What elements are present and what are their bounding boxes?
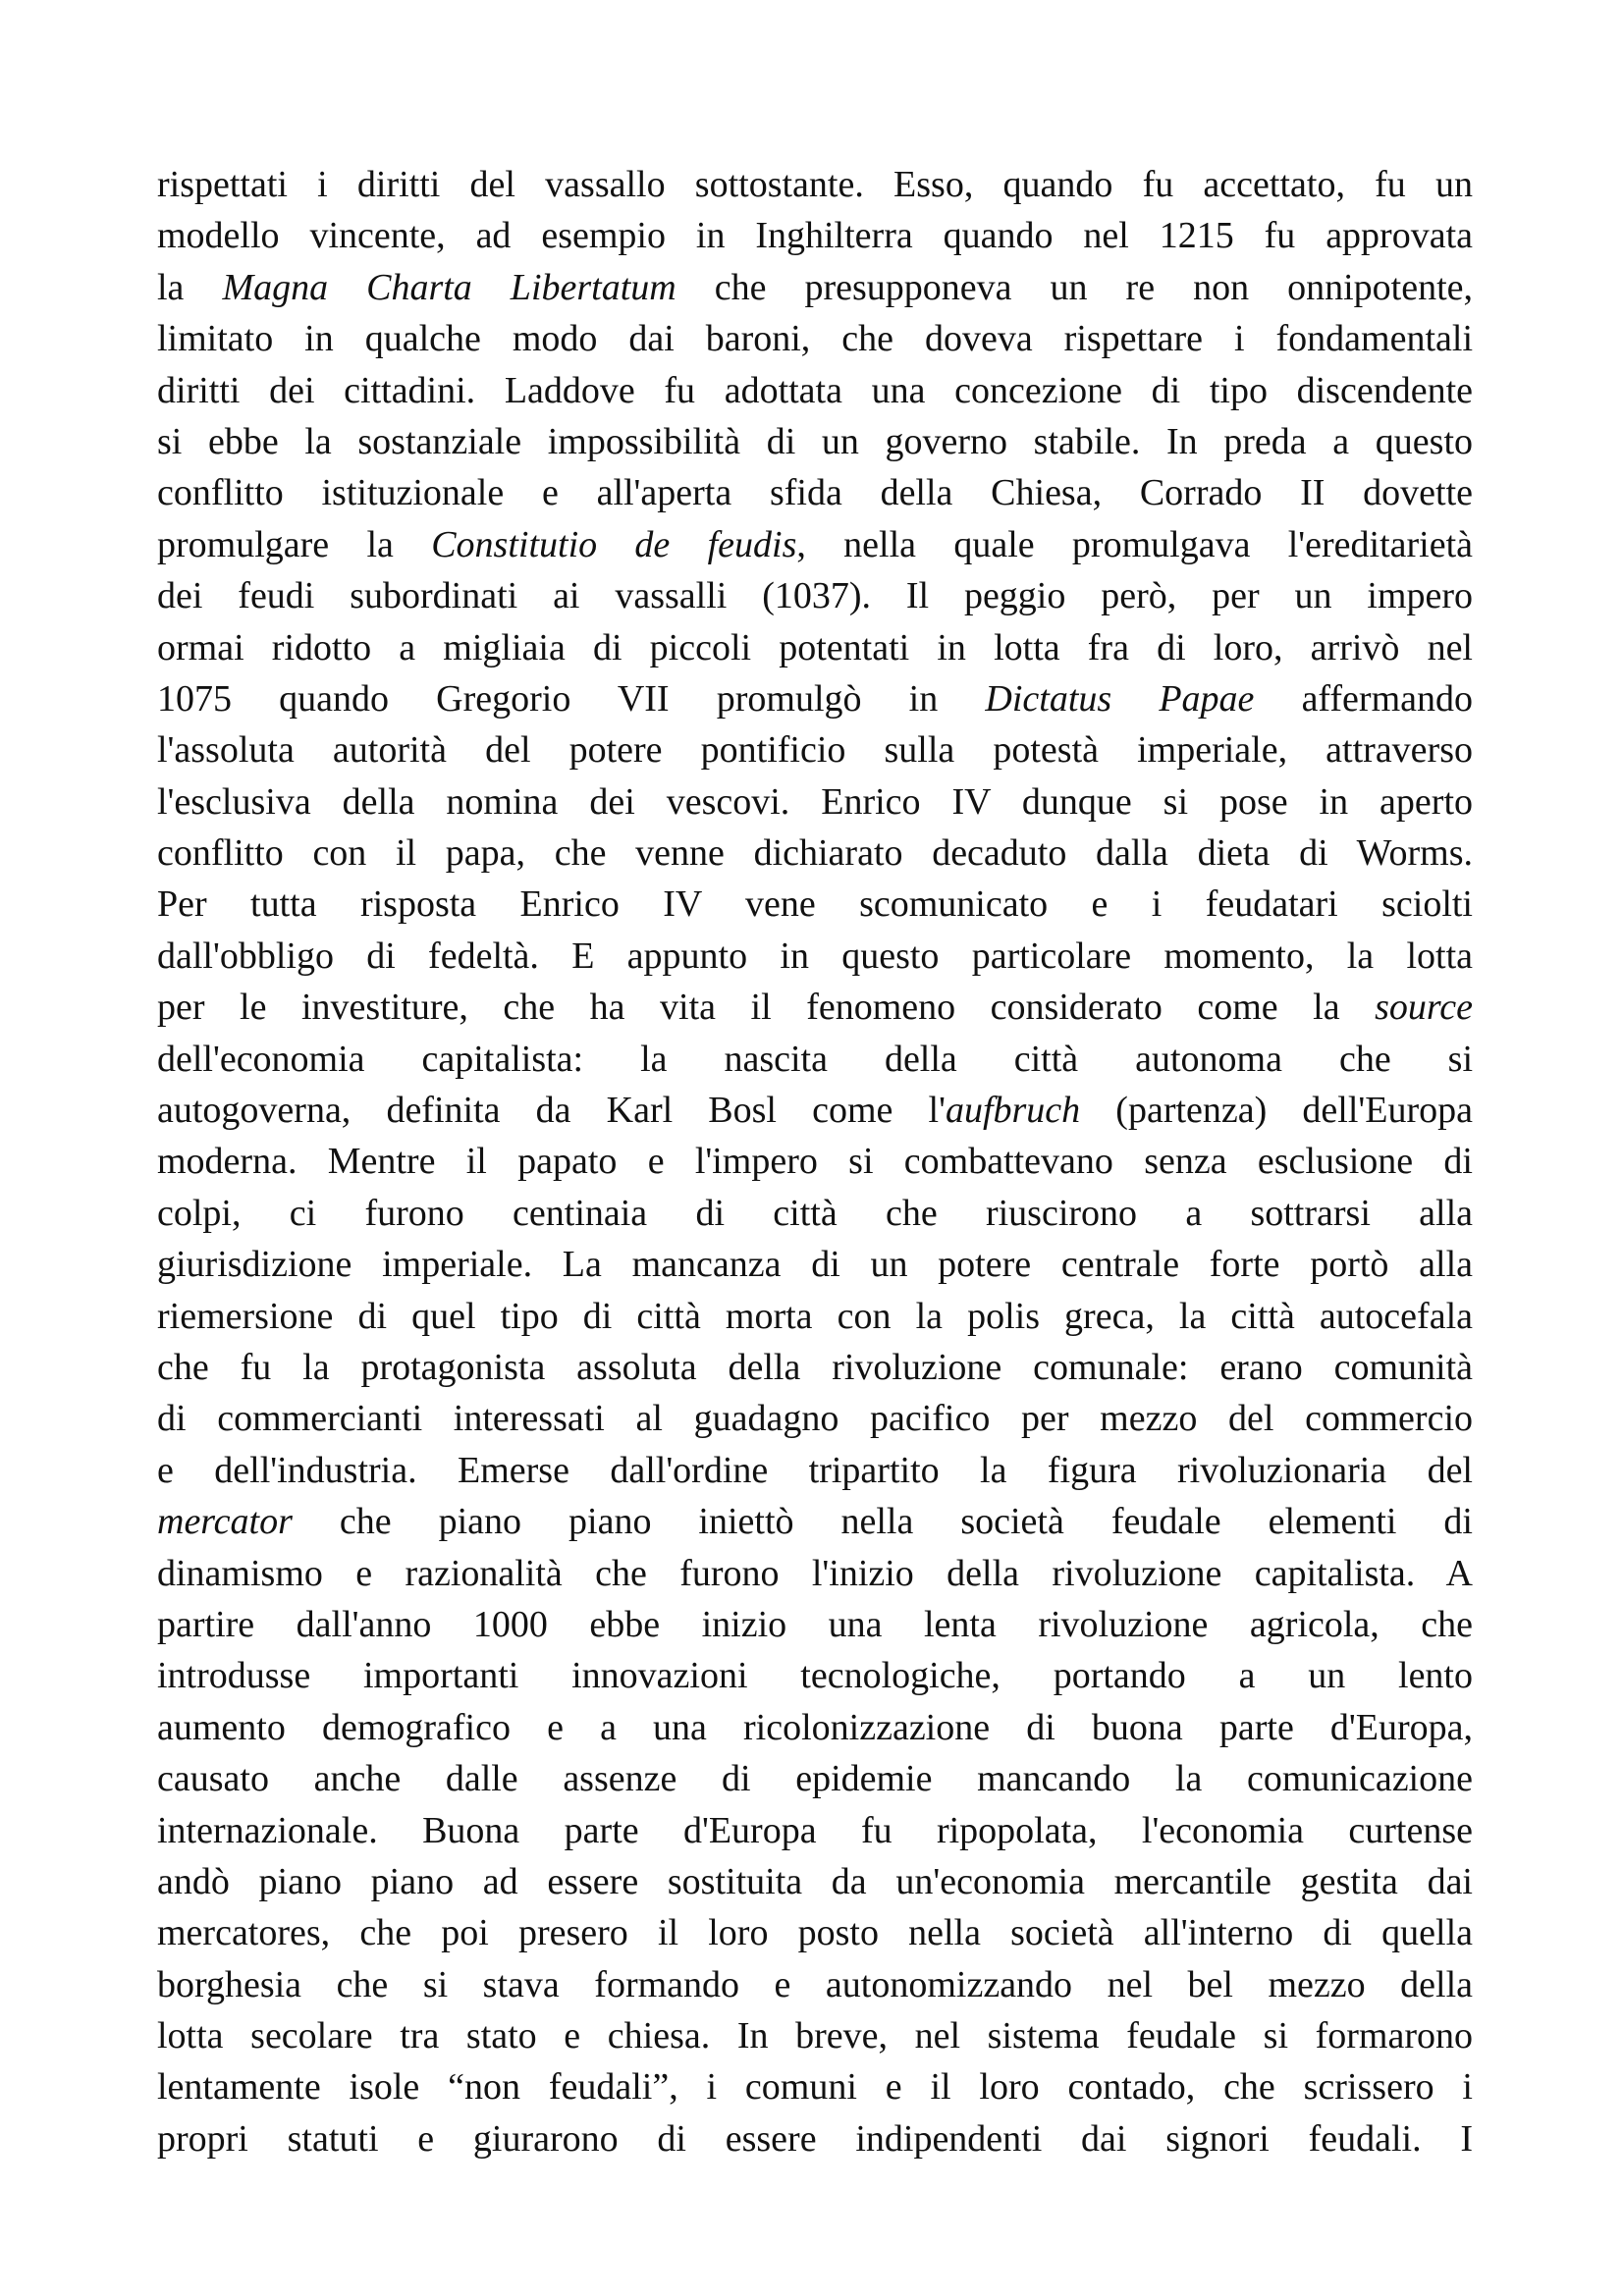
text-line <box>157 1753 1473 1804</box>
text-line <box>157 879 1473 930</box>
text-segment: ormai ridotto a migliaia di piccoli potentati in lotta fra di loro, arrivò nel <box>157 626 1473 668</box>
text-line <box>157 1702 1473 1753</box>
text-segment: dinamismo e razionalità che furono l'inizio della rivoluzione capitalista. A <box>157 1552 1473 1594</box>
text-line <box>157 1188 1473 1239</box>
body-text <box>157 159 1473 2164</box>
text-line <box>157 159 1473 210</box>
text-segment: l'esclusiva della nomina dei vescovi. Enrico IV dunque si pose in aperto <box>157 780 1473 823</box>
text-line <box>157 262 1473 313</box>
text-segment: borghesia che si stava formando e autonomizzando nel bel mezzo della <box>157 1963 1473 2005</box>
text-segment: introdusse importanti innovazioni tecnologiche, portando a un lento <box>157 1655 1473 1697</box>
text-segment: e dell'industria. Emerse dall'ordine tripartito la figura rivoluzionaria del <box>157 1449 1473 1491</box>
text-segment: l'assoluta autorità del potere pontificio sulla potestà imperiale, attraverso <box>157 729 1473 772</box>
text-line <box>157 931 1473 982</box>
text-segment: riemersione di quel tipo di città morta con la polis greca, la città autocefala <box>157 1295 1473 1337</box>
text-line <box>157 1599 1473 1650</box>
text-segment: che fu la protagonista assoluta della rivoluzione comunale: erano comunità <box>157 1346 1473 1388</box>
text-segment: moderna. Mentre il papato e l'impero si combattevano senza esclusione di <box>157 1141 1473 1183</box>
text-segment: andò piano piano ad essere sostituita da un'economia mercantile gestita dai <box>157 1860 1473 1902</box>
text-segment: propri statuti e giurarono di essere indipendenti dai signori feudali. I <box>157 2117 1473 2160</box>
text-segment: colpi, ci furono centinaia di città che riuscirono a sottrarsi alla <box>157 1192 1473 1234</box>
text-segment: modello vincente, ad esempio in Inghilterra quando nel 1215 fu approvata <box>157 215 1473 257</box>
text-segment: dall'obbligo di fedeltà. E appunto in questo particolare momento, la lotta <box>157 934 1473 977</box>
text-segment: aumento demografico e a una ricolonizzazione di buona parte d'Europa, <box>157 1706 1473 1748</box>
text-line <box>157 776 1473 828</box>
text-line <box>157 724 1473 775</box>
text-segment: di commercianti interessati al guadagno pacifico per mezzo del commercio <box>157 1398 1473 1440</box>
text-segment: si ebbe la sostanziale impossibilità di un governo stabile. In preda a questo <box>157 420 1473 462</box>
italic-term: mercator <box>157 1501 293 1543</box>
text-line <box>157 1085 1473 1136</box>
text-line <box>157 622 1473 673</box>
text-segment: autogoverna, definita da Karl Bosl come l' <box>157 1090 946 1132</box>
text-segment: lotta secolare tra stato e chiesa. In breve, nel sistema feudale si formarono <box>157 2015 1473 2057</box>
text-segment: causato anche dalle assenze di epidemie mancando la comunicazione <box>157 1758 1473 1800</box>
text-segment: rispettati i diritti del vassallo sottostante. Esso, quando fu accettato, fu un <box>157 164 1473 205</box>
text-segment: conflitto con il papa, che venne dichiarato decaduto dalla dieta di Worms. <box>157 832 1473 875</box>
text-segment: 1075 quando Gregorio VII promulgò in <box>157 677 986 720</box>
text-line <box>157 2010 1473 2061</box>
text-segment: dell'economia capitalista: la nascita della città autonoma che si <box>157 1038 1473 1080</box>
text-line <box>157 570 1473 621</box>
text-line <box>157 2113 1473 2164</box>
text-segment: affermando <box>1254 677 1473 720</box>
text-line <box>157 982 1473 1033</box>
text-segment: diritti dei cittadini. Laddove fu adottata una concezione di tipo discendente <box>157 369 1473 411</box>
text-segment: promulgare la <box>157 523 432 565</box>
text-line <box>157 1496 1473 1547</box>
text-segment: lentamente isole “non feudali”, i comuni e il loro contado, che scrissero i <box>157 2066 1473 2109</box>
text-line <box>157 1136 1473 1187</box>
italic-term: Magna Charta Libertatum <box>222 266 676 308</box>
text-line <box>157 1034 1473 1085</box>
text-segment: mercatores, che poi presero il loro posto nella società all'interno di quella <box>157 1912 1473 1954</box>
text-line <box>157 1342 1473 1393</box>
text-line <box>157 1548 1473 1599</box>
text-line <box>157 1291 1473 1342</box>
italic-term: Dictatus Papae <box>985 677 1255 720</box>
text-line <box>157 1805 1473 1856</box>
text-segment: giurisdizione imperiale. La mancanza di un potere centrale forte portò alla <box>157 1244 1473 1286</box>
text-line <box>157 1239 1473 1290</box>
text-segment: partire dall'anno 1000 ebbe inizio una lenta rivoluzione agricola, che <box>157 1603 1473 1645</box>
text-line <box>157 1445 1473 1496</box>
text-line <box>157 2061 1473 2112</box>
text-segment: conflitto istituzionale e all'aperta sfida della Chiesa, Corrado II dovette <box>157 472 1473 514</box>
text-line <box>157 1907 1473 1958</box>
text-line <box>157 313 1473 364</box>
text-segment: (partenza) dell'Europa <box>1080 1090 1473 1132</box>
text-line <box>157 365 1473 416</box>
italic-term: Constitutio de feudis <box>431 523 797 565</box>
text-line <box>157 1856 1473 1907</box>
italic-term: source <box>1375 987 1473 1029</box>
text-segment: internazionale. Buona parte d'Europa fu ripopolata, l'economia curtense <box>157 1809 1473 1851</box>
text-segment: limitato in qualche modo dai baroni, che doveva rispettare i fondamentali <box>157 318 1473 360</box>
text-line <box>157 673 1473 724</box>
text-segment: , nella quale promulgava l'ereditarietà <box>796 523 1474 565</box>
text-segment: dei feudi subordinati ai vassalli (1037). Il peggio però, per un impero <box>157 575 1473 617</box>
text-segment: per le investiture, che ha vita il fenomeno considerato come la <box>157 987 1376 1029</box>
text-segment: Per tutta risposta Enrico IV vene scomunicato e i feudatari sciolti <box>157 883 1473 926</box>
text-line <box>157 1650 1473 1701</box>
text-line <box>157 210 1473 261</box>
text-line <box>157 416 1473 467</box>
italic-term: aufbruch <box>945 1090 1081 1132</box>
text-segment: che presupponeva un re non onnipotente, <box>676 266 1473 308</box>
text-line <box>157 828 1473 879</box>
text-segment: la <box>157 266 223 308</box>
text-line <box>157 519 1473 570</box>
text-segment: che piano piano iniettò nella società feudale elementi di <box>292 1501 1473 1543</box>
text-line <box>157 1393 1473 1444</box>
text-line <box>157 1959 1473 2010</box>
text-line <box>157 467 1473 518</box>
